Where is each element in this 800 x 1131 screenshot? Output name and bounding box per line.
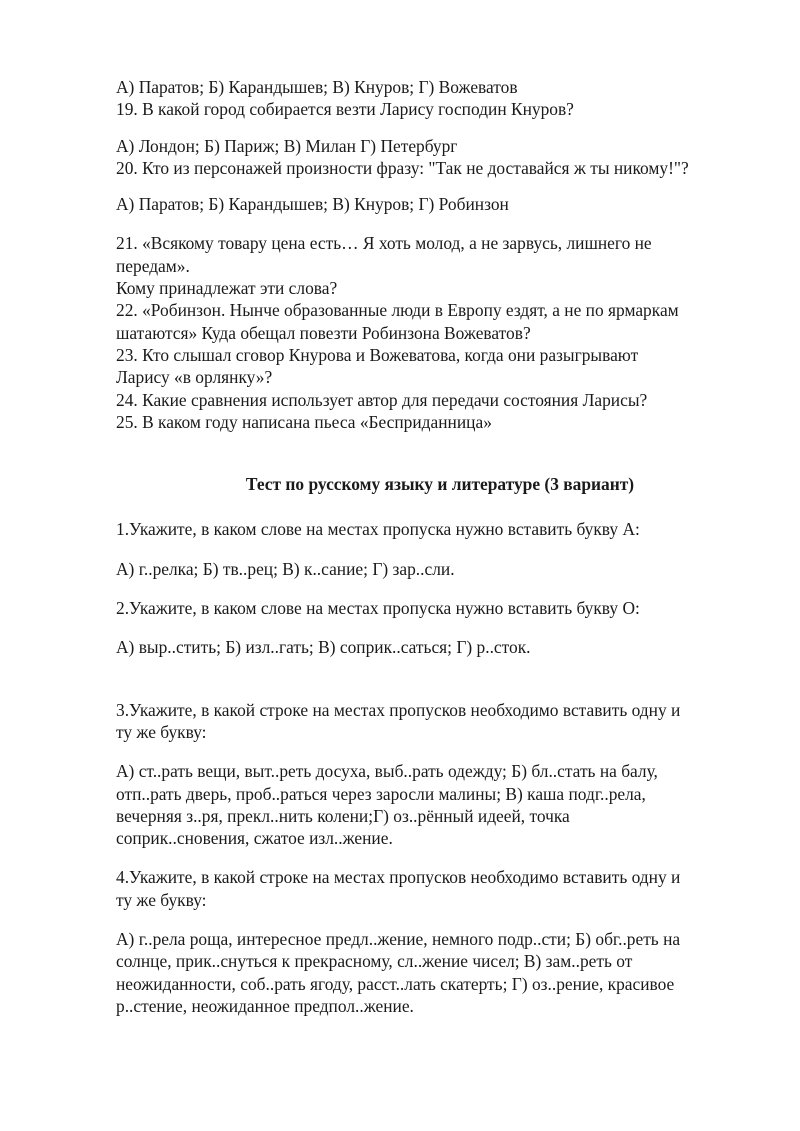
test-question-1: 1.Укажите, в каком слове на местах пропуска нужно вставить букву А:: [116, 519, 640, 540]
question-21-line-2: передам».: [116, 255, 190, 276]
test-answer-4-line-1: А) г..рела роща, интересное предл..жение, немного подр..сти; Б) обг..реть на: [116, 929, 681, 950]
answer-line-19: А) Лондон; Б) Париж; В) Милан Г) Петербург: [116, 135, 458, 156]
answer-line-20: А) Паратов; Б) Карандышев; В) Кнуров; Г) Робинзон: [116, 194, 509, 215]
question-23-line-1: 23. Кто слышал сговор Кнурова и Вожеватова, когда они разыгрывают: [116, 344, 639, 365]
test-answer-1: А) г..релка; Б) тв..рец; В) к..сание; Г) зар..сли.: [116, 558, 455, 579]
question-25: 25. В каком году написана пьеса «Бесприданница»: [116, 411, 492, 432]
test-answer-4-line-2: солнце, прик..снуться к прекрасному, сл..жение чисел; В) зам..реть от: [116, 951, 633, 972]
test-answer-3-line-1: А) ст..рать вещи, выт..реть досуха, выб..рать одежду; Б) бл..стать на балу,: [116, 761, 658, 782]
answer-line-18: А) Паратов; Б) Карандышев; В) Кнуров; Г) Вожеватов: [116, 77, 518, 97]
test-answer-2: А) выр..стить; Б) изл..гать; В) соприк..саться; Г) р..сток.: [116, 637, 531, 658]
test-question-2: 2.Укажите, в каком слове на местах пропуска нужно вставить букву О:: [116, 598, 640, 619]
test-question-4-line-1: 4.Укажите, в какой строке на местах пропусков необходимо вставить одну и: [116, 867, 681, 888]
test-question-4-line-2: ту же букву:: [116, 889, 207, 910]
question-22-line-1: 22. «Робинзон. Нынче образованные люди в Европу ездят, а не по ярмаркам: [116, 300, 679, 321]
document-page: [116, 76, 756, 1017]
question-24: 24. Какие сравнения использует автор для передачи состояния Ларисы?: [116, 389, 648, 410]
question-22-line-2: шатаются» Куда обещал повезти Робинзона Вожеватов?: [116, 322, 531, 343]
question-21-line-3: Кому принадлежат эти слова?: [116, 278, 338, 299]
question-21-line-1: 21. «Всякому товару цена есть… Я хоть молод, а не зарвусь, лишнего не: [116, 233, 652, 254]
test-question-3-line-2: ту же букву:: [116, 721, 207, 742]
question-19: 19. В какой город собирается везти Ларису господин Кнуров?: [116, 99, 574, 120]
test-answer-3-line-3: вечерняя з..ря, прекл..нить колени;Г) оз..рённый идеей, точка: [116, 805, 570, 826]
test-answer-4-line-3: неожиданности, соб..рать ягоду, расст..лать скатерть; Г) оз..рение, красивое: [116, 973, 675, 994]
question-23-line-2: Ларису «в орлянку»?: [116, 367, 273, 388]
test-answer-3-line-4: соприк..сновения, сжатое изл..жение.: [116, 828, 393, 849]
test-title: Тест по русскому языку и литературе (3 вариант): [245, 474, 635, 495]
question-20: 20. Кто из персонажей произности фразу: "Так не доставайся ж ты никому!"?: [116, 157, 689, 178]
test-answer-3-line-2: отп..рать дверь, проб..раться через заросли малины; В) каша подг..рела,: [116, 783, 646, 804]
test-question-3-line-1: 3.Укажите, в какой строке на местах пропусков необходимо вставить одну и: [116, 699, 681, 720]
test-answer-4-line-4: р..стение, неожиданное предпол..жение.: [116, 995, 414, 1016]
